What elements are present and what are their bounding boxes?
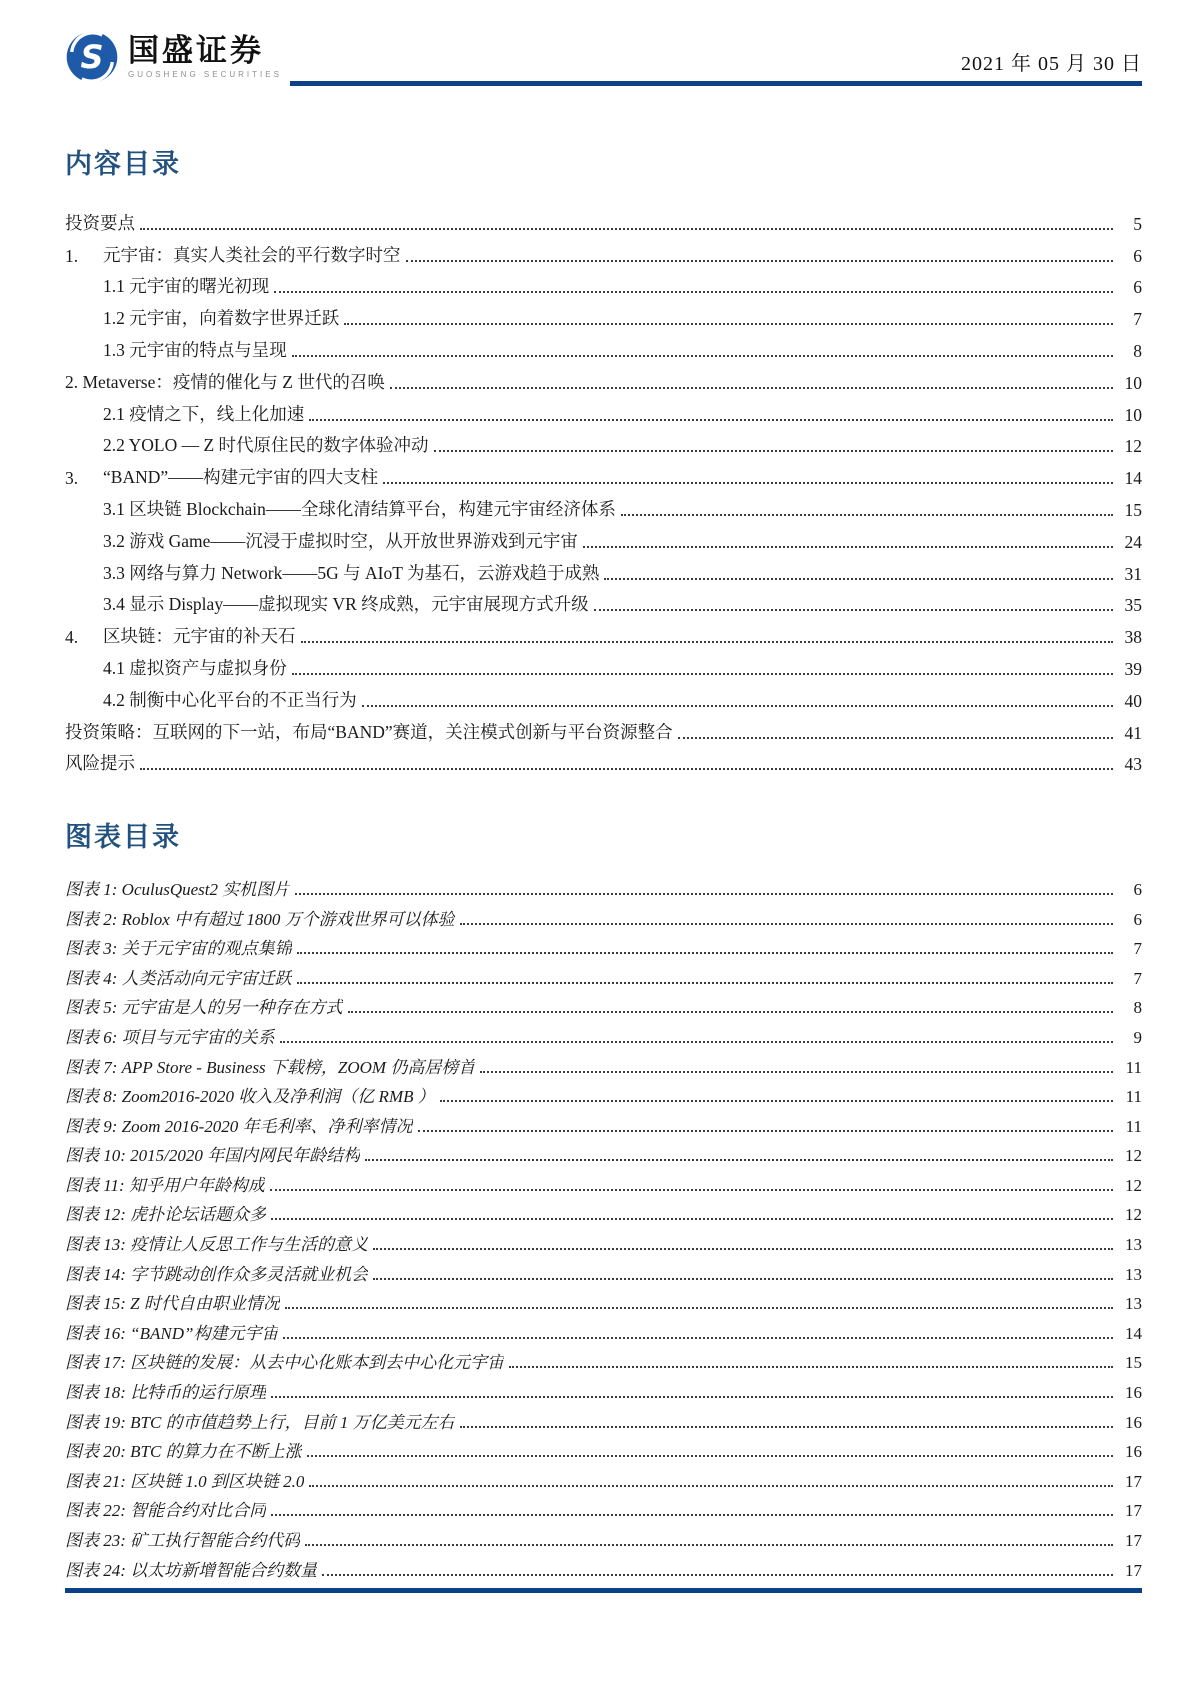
- entry-page-number: 16: [1125, 1383, 1142, 1403]
- entry-page-number: 38: [1124, 627, 1142, 648]
- dot-leader: [460, 923, 1113, 925]
- entry-page-number: 16: [1125, 1442, 1142, 1462]
- entry-page-number: 10: [1124, 372, 1142, 393]
- brand-text: [128, 32, 282, 80]
- dot-leader: [583, 546, 1113, 548]
- dot-leader: [460, 1426, 1113, 1428]
- dot-leader: [280, 1041, 1113, 1043]
- toc-entry[interactable]: [65, 680, 1142, 712]
- entry-label: 3.1 区块链 Blockchain——全球化清结算平台，构建元宇宙经济体系: [103, 498, 616, 519]
- toc-entry[interactable]: [65, 362, 1142, 394]
- entry-label: 3.3 网络与算力 Network——5G 与 AIoT 为基石，云游戏趋于成熟: [103, 562, 600, 583]
- figure-entry[interactable]: [65, 1433, 1142, 1463]
- header-right: [290, 47, 1142, 86]
- entry-page-number: 17: [1125, 1501, 1142, 1521]
- dot-leader: [383, 482, 1113, 484]
- dot-leader: [594, 609, 1113, 611]
- entry-page-number: 11: [1125, 1087, 1142, 1107]
- entry-label: 图表 18: 比特币的运行原理: [65, 1383, 267, 1403]
- figure-entry[interactable]: [65, 1196, 1142, 1226]
- figure-entry[interactable]: [65, 1462, 1142, 1492]
- dot-leader: [271, 1396, 1113, 1398]
- toc-entry[interactable]: [65, 712, 1142, 744]
- entry-page-number: 7: [1133, 309, 1142, 330]
- dot-leader: [418, 1130, 1113, 1132]
- figure-entry[interactable]: [65, 1373, 1142, 1403]
- toc-entry[interactable]: [65, 235, 1142, 267]
- entry-label: 图表 7: APP Store - Business 下载榜，ZOOM 仍高居榜首: [65, 1057, 476, 1077]
- brand-name-cn: 国盛证券: [128, 32, 264, 68]
- dot-leader: [297, 982, 1113, 984]
- figure-entry[interactable]: [65, 1403, 1142, 1433]
- figure-entry[interactable]: [65, 1255, 1142, 1285]
- figures-section: [65, 815, 1142, 1580]
- entry-page-number: 11: [1125, 1116, 1142, 1136]
- entry-page-number: 17: [1125, 1531, 1142, 1550]
- dot-leader: [285, 1307, 1113, 1309]
- figure-entry[interactable]: [65, 1551, 1142, 1581]
- dot-leader: [271, 1218, 1113, 1220]
- figure-entry[interactable]: [65, 1137, 1142, 1167]
- toc-entry[interactable]: [65, 616, 1142, 648]
- entry-label: 区块链：元宇宙的补天石: [103, 626, 296, 647]
- entry-label: 1.2 元宇宙，向着数字世界迁跃: [103, 308, 340, 329]
- entry-label: 投资要点: [65, 212, 135, 233]
- entry-label: 2. Metaverse：疫情的催化与 Z 世代的召唤: [65, 371, 385, 392]
- entry-label: 图表 21: 区块链 1.0 到区块链 2.0: [65, 1471, 305, 1491]
- figure-entry[interactable]: [65, 1048, 1142, 1078]
- dot-leader: [678, 737, 1113, 739]
- entry-page-number: 8: [1133, 340, 1142, 361]
- entry-page-number: 24: [1124, 531, 1142, 552]
- dot-leader: [621, 514, 1113, 516]
- entry-page-number: 12: [1125, 1146, 1142, 1166]
- figure-entry[interactable]: [65, 1225, 1142, 1255]
- figure-entry[interactable]: [65, 1344, 1142, 1374]
- figure-entry[interactable]: [65, 1492, 1142, 1522]
- entry-page-number: 11: [1125, 1057, 1142, 1077]
- dot-leader: [344, 323, 1113, 325]
- entry-label: 2.1 疫情之下，线上化加速: [103, 403, 305, 424]
- dot-leader: [434, 450, 1113, 452]
- toc-entry[interactable]: [65, 330, 1142, 362]
- figures-list: [65, 870, 1142, 1580]
- figures-title: 图表目录: [65, 822, 181, 853]
- entry-label: 4.1 虚拟资产与虚拟身份: [103, 657, 287, 678]
- entry-page-number: 13: [1125, 1294, 1142, 1314]
- dot-leader: [301, 641, 1114, 643]
- entry-label: 图表 8: Zoom2016-2020 收入及净利润（亿 RMB ）: [65, 1087, 435, 1107]
- entry-page-number: 14: [1125, 1323, 1142, 1343]
- entry-page-number: 16: [1125, 1412, 1142, 1432]
- dot-leader: [373, 1248, 1113, 1250]
- entry-number: 3.: [65, 468, 79, 489]
- dot-leader: [509, 1366, 1113, 1368]
- toc-entry[interactable]: [65, 521, 1142, 553]
- entry-page-number: 15: [1124, 499, 1142, 520]
- dot-leader: [322, 1574, 1113, 1576]
- dot-leader: [362, 705, 1113, 707]
- dot-leader: [440, 1100, 1113, 1102]
- entry-label: 图表 6: 项目与元宇宙的关系: [65, 1027, 275, 1047]
- entry-label: 3.2 游戏 Game——沉浸于虚拟时空，从开放世界游戏到元宇宙: [103, 530, 578, 551]
- entry-page-number: 12: [1124, 436, 1142, 457]
- toc-entry[interactable]: [65, 489, 1142, 521]
- dot-leader: [305, 1544, 1113, 1546]
- entry-label: 风险提示: [65, 753, 135, 774]
- figure-entry[interactable]: [65, 900, 1142, 930]
- entry-page-number: 12: [1125, 1175, 1142, 1195]
- entry-page-number: 6: [1133, 879, 1142, 899]
- toc-entry[interactable]: [65, 585, 1142, 617]
- toc-entry[interactable]: [65, 394, 1142, 426]
- entry-label: 图表 14: 字节跳动创作众多灵活就业机会: [65, 1264, 369, 1284]
- dot-leader: [292, 355, 1113, 357]
- dot-leader: [297, 952, 1113, 954]
- entry-label: 1.3 元宇宙的特点与呈现: [103, 339, 287, 360]
- figure-entry[interactable]: [65, 959, 1142, 989]
- entry-page-number: 7: [1133, 968, 1142, 988]
- entry-page-number: 35: [1124, 595, 1142, 616]
- toc-entry[interactable]: [65, 457, 1142, 489]
- entry-label: 图表 22: 智能合约对比合同: [65, 1501, 267, 1521]
- dot-leader: [283, 1337, 1113, 1339]
- contents-list: [65, 203, 1142, 775]
- brand-name-en: GUOSHENG SECURITIES: [128, 70, 282, 80]
- entry-page-number: 9: [1133, 1027, 1142, 1047]
- brand-logo: [65, 30, 290, 86]
- entry-page-number: 8: [1133, 998, 1142, 1018]
- entry-label: 图表 13: 疫情让人反思工作与生活的意义: [65, 1235, 369, 1255]
- entry-page-number: 39: [1124, 658, 1142, 679]
- figure-entry[interactable]: [65, 1107, 1142, 1137]
- dot-leader: [271, 1514, 1113, 1516]
- entry-label: 图表 10: 2015/2020 年国内网民年龄结构: [65, 1146, 361, 1166]
- entry-label: 4.2 制衡中心化平台的不正当行为: [103, 689, 357, 710]
- entry-page-number: 14: [1124, 468, 1142, 489]
- entry-label: 图表 23: 矿工执行智能合约代码: [65, 1531, 301, 1550]
- entry-page-number: 17: [1125, 1471, 1142, 1491]
- figure-entry[interactable]: [65, 989, 1142, 1019]
- entry-label: “BAND”——构建元宇宙的四大支柱: [103, 467, 379, 488]
- entry-label: 图表 19: BTC 的市值趋势上行，目前 1 万亿美元左右: [65, 1412, 455, 1432]
- entry-page-number: 6: [1133, 245, 1142, 266]
- entry-page-number: 15: [1125, 1353, 1142, 1373]
- entry-page-number: 13: [1125, 1235, 1142, 1255]
- entry-label: 图表 4: 人类活动向元宇宙迁跃: [65, 968, 292, 988]
- entry-label: 图表 16: “BAND”构建元宇宙: [65, 1323, 279, 1343]
- toc-entry[interactable]: [65, 648, 1142, 680]
- entry-label: 3.4 显示 Display——虚拟现实 VR 终成熟，元宇宙展现方式升级: [103, 594, 589, 615]
- entry-number: 1.: [65, 245, 79, 266]
- entry-label: 2.2 YOLO — Z 时代原住民的数字体验冲动: [103, 435, 429, 456]
- entry-page-number: 12: [1125, 1205, 1142, 1225]
- toc-entry[interactable]: [65, 744, 1142, 776]
- toc-entry[interactable]: [65, 426, 1142, 458]
- entry-label: 图表 5: 元宇宙是人的另一种存在方式: [65, 998, 343, 1018]
- entry-page-number: 41: [1124, 722, 1142, 743]
- entry-label: 图表 11: 知乎用户年龄构成: [65, 1175, 265, 1195]
- page-header: [65, 30, 1142, 86]
- dot-leader: [604, 578, 1113, 580]
- figure-entry[interactable]: [65, 1078, 1142, 1108]
- dot-leader: [309, 1485, 1113, 1487]
- entry-page-number: 43: [1124, 754, 1142, 775]
- entry-label: 图表 20: BTC 的算力在不断上涨: [65, 1442, 302, 1462]
- contents-section: [65, 142, 1142, 775]
- figure-entry[interactable]: [65, 1018, 1142, 1048]
- dot-leader: [373, 1278, 1113, 1280]
- report-date: 2021 年 05 月 30 日: [961, 53, 1142, 75]
- svg-text:S: S: [80, 37, 104, 76]
- dot-leader: [295, 893, 1113, 895]
- entry-page-number: 6: [1133, 277, 1142, 298]
- dot-leader: [390, 387, 1113, 389]
- dot-leader: [365, 1159, 1113, 1161]
- dot-leader: [140, 768, 1113, 770]
- entry-label: 图表 12: 虎扑论坛话题众多: [65, 1205, 267, 1225]
- dot-leader: [348, 1011, 1113, 1013]
- entry-label: 1.1 元宇宙的曙光初现: [103, 276, 270, 297]
- dot-leader: [406, 260, 1114, 262]
- dot-leader: [309, 419, 1113, 421]
- entry-page-number: 7: [1133, 939, 1142, 959]
- entry-page-number: 31: [1124, 563, 1142, 584]
- figure-entry[interactable]: [65, 1166, 1142, 1196]
- figure-entry[interactable]: [65, 1521, 1142, 1551]
- entry-page-number: 17: [1125, 1560, 1142, 1580]
- entry-page-number: 13: [1125, 1264, 1142, 1284]
- entry-label: 图表 2: Roblox 中有超过 1800 万个游戏世界可以体验: [65, 909, 455, 929]
- entry-label: 图表 17: 区块链的发展：从去中心化账本到去中心化元宇宙: [65, 1353, 505, 1373]
- figure-entry[interactable]: [65, 1285, 1142, 1315]
- entry-page-number: 10: [1124, 404, 1142, 425]
- entry-label: 元宇宙：真实人类社会的平行数字时空: [103, 244, 401, 265]
- entry-label: 图表 3: 关于元宇宙的观点集锦: [65, 939, 292, 959]
- dot-leader: [307, 1455, 1113, 1457]
- entry-label: 图表 1: OculusQuest2 实机图片: [65, 879, 291, 899]
- figure-entry[interactable]: [65, 1314, 1142, 1344]
- toc-entry[interactable]: [65, 267, 1142, 299]
- entry-page-number: 5: [1133, 213, 1142, 234]
- entry-label: 图表 24: 以太坊新增智能合约数量: [65, 1560, 318, 1580]
- contents-title: 内容目录: [65, 149, 181, 179]
- entry-page-number: 40: [1124, 690, 1142, 711]
- toc-entry[interactable]: [65, 203, 1142, 235]
- dot-leader: [270, 1189, 1113, 1191]
- entry-label: 投资策略：互联网的下一站，布局“BAND”赛道，关注模式创新与平台资源整合: [65, 721, 673, 742]
- figure-entry[interactable]: [65, 930, 1142, 960]
- entry-page-number: 6: [1133, 909, 1142, 929]
- dot-leader: [480, 1071, 1113, 1073]
- toc-entry[interactable]: [65, 553, 1142, 585]
- footer-divider: [65, 1588, 1142, 1593]
- dot-leader: [274, 291, 1113, 293]
- guosheng-logo-icon: [65, 30, 119, 84]
- dot-leader: [140, 228, 1113, 230]
- dot-leader: [292, 673, 1113, 675]
- entry-label: 图表 15: Z 时代自由职业情况: [65, 1294, 280, 1314]
- entry-number: 4.: [65, 627, 79, 648]
- header-divider: [290, 81, 1142, 86]
- figure-entry[interactable]: [65, 870, 1142, 900]
- entry-label: 图表 9: Zoom 2016-2020 年毛利率、净利率情况: [65, 1116, 413, 1136]
- toc-entry[interactable]: [65, 298, 1142, 330]
